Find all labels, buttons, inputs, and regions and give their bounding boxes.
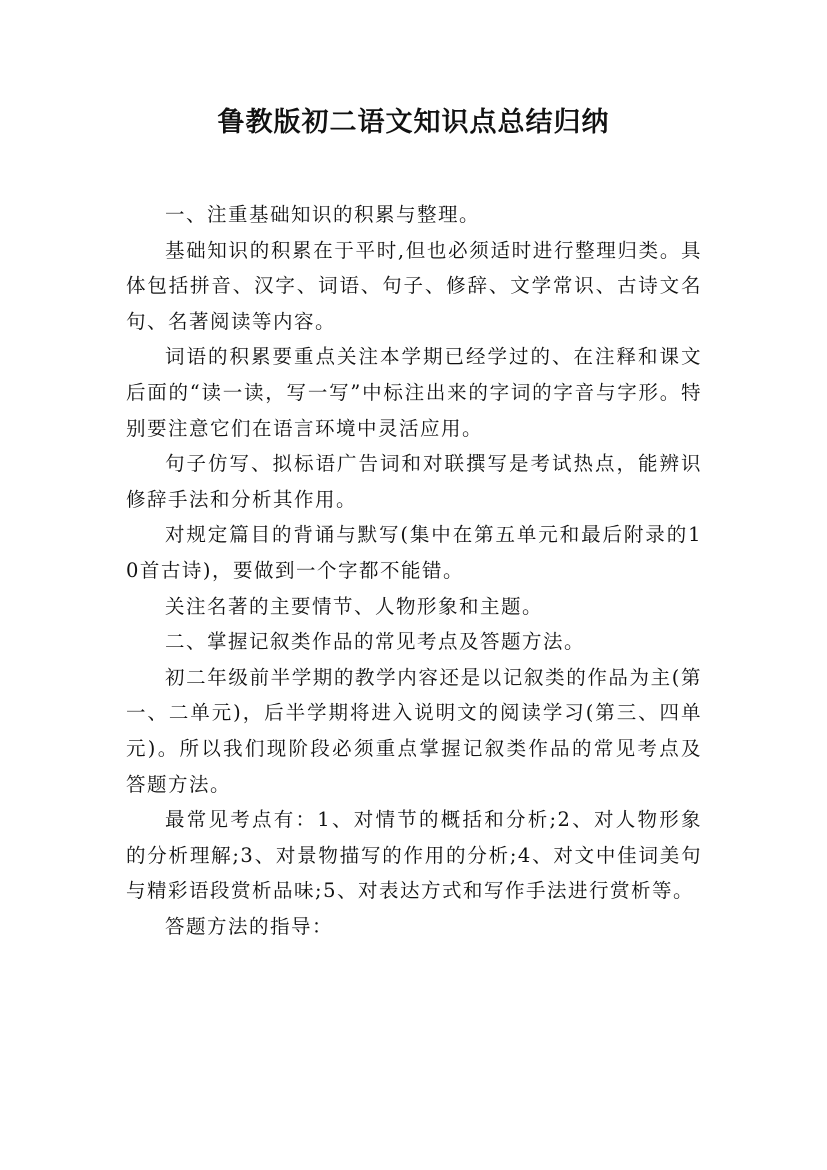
paragraph-vocabulary: 词语的积累要重点关注本学期已经学过的、在注释和课文后面的“读一读，写一写”中标注出来的字词的字音与字形。特别要注意它们在语言环境中灵活应用。 [126, 345, 702, 440]
paragraph-basic-knowledge: 基础知识的积累在于平时,但也必须适时进行整理归类。具体包括拼音、汉字、词语、句子、修辞、文学常识、古诗文名句、名著阅读等内容。 [126, 238, 702, 333]
section-heading-1: 一、注重基础知识的积累与整理。 [165, 203, 481, 226]
paragraph-semester-content: 初二年级前半学期的教学内容还是以记叙类的作品为主(第一、二单元)，后半学期将进入说明文的阅读学习(第三、四单元)。所以我们现阶段必须重点掌握记叙类作品的常见考点及答题方法。 [126, 665, 702, 796]
paragraph-answer-guidance: 答题方法的指导： [165, 914, 334, 938]
document-body [126, 197, 702, 944]
paragraph-classics: 关注名著的主要情节、人物形象和主题。 [165, 594, 544, 618]
paragraph-recitation: 对规定篇目的背诵与默写(集中在第五单元和最后附录的10首古诗)，要做到一个字都不能错。 [126, 523, 702, 582]
section-heading-2: 二、掌握记叙类作品的常见考点及答题方法。 [165, 630, 586, 654]
paragraph-sentences: 句子仿写、拟标语广告词和对联撰写是考试热点，能辨识修辞手法和分析其作用。 [126, 452, 702, 511]
document-title: 鲁教版初二语文知识点总结归纳 [217, 107, 610, 138]
paragraph-common-points: 最常见考点有：1、对情节的概括和分析;2、对人物形象的分析理解;3、对景物描写的作用的分析;4、对文中佳词美句与精彩语段赏析品味;5、对表达方式和写作手法进行赏析等。 [126, 808, 702, 903]
